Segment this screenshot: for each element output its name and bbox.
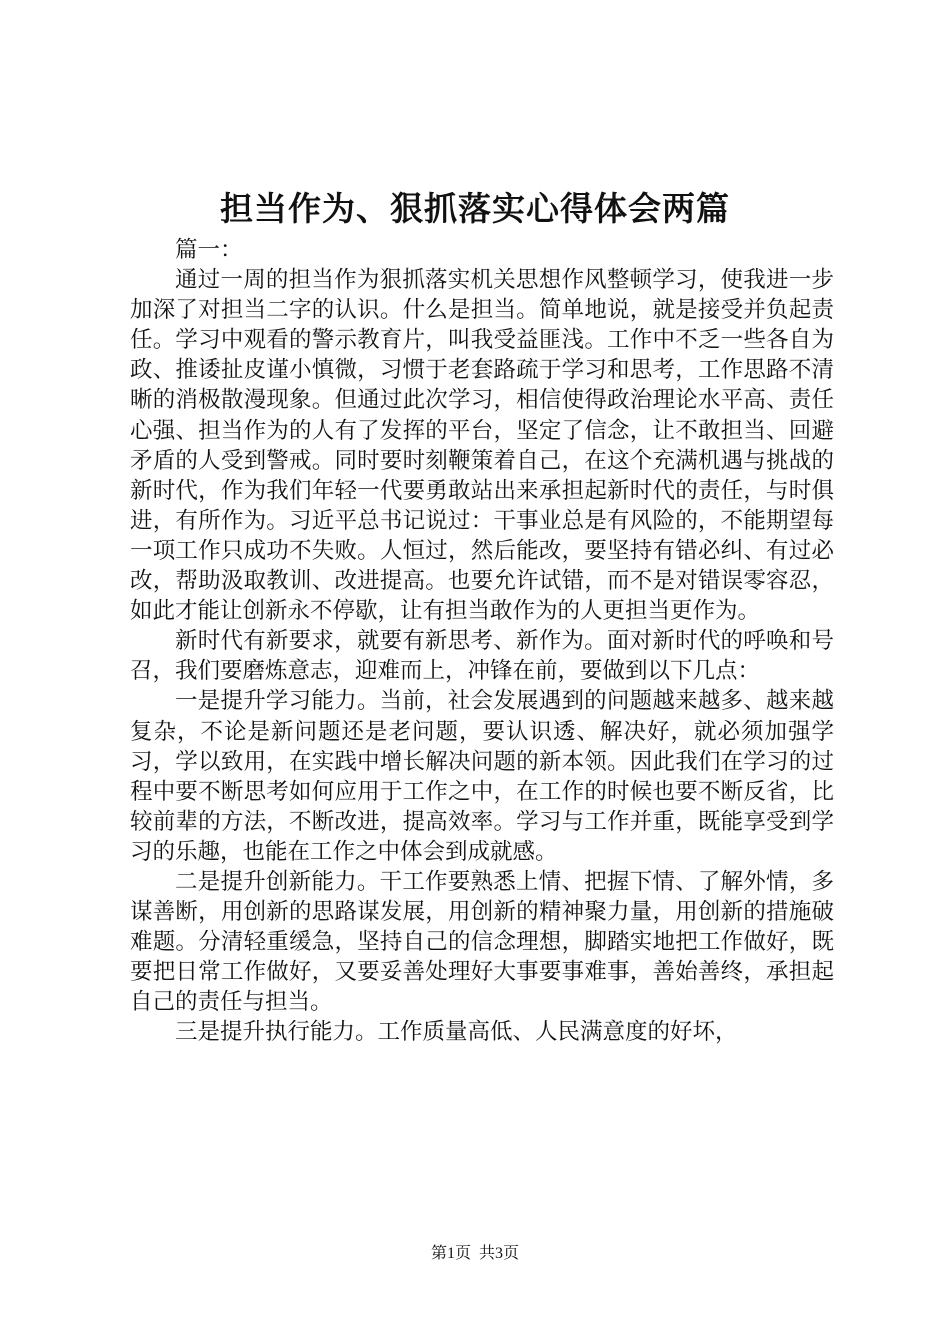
paragraph-point-learning: 一是提升学习能力。当前，社会发展遇到的问题越来越多、越来越复杂，不论是新问题还是老问题，要认识透、解决好，就必须加强学习，学以致用，在实践中增长解决问题的新本领。因此我们在学习的过程中要不断思考如何应用于工作之中，在工作的时候也要不断反省，比较前辈的方法，不断改进，提高效率。学习与工作并重，既能享受到学习的乐趣，也能在工作之中体会到成就感。 <box>130 688 834 865</box>
paragraph-point-execution: 三是提升执行能力。工作质量高低、人民满意度的好坏， <box>175 1019 738 1046</box>
page-footer <box>0 1242 950 1266</box>
paragraph-new-era: 新时代有新要求，就要有新思考、新作为。面对新时代的呼唤和号召，我们要磨炼意志，迎难而上，冲锋在前，要做到以下几点： <box>130 628 834 685</box>
document-body <box>130 235 834 1048</box>
section-label: 篇一： <box>175 237 243 263</box>
paragraph-point-innovation: 二是提升创新能力。干工作要熟悉上情、把握下情、了解外情，多谋善断，用创新的思路谋发展，用创新的精神聚力量，用创新的措施破难题。分清轻重缓急，坚持自己的信念理想，脚踏实地把工作做好，既要把日常工作做好，又要妥善处理好大事要事难事，善始善终，承担起自己的责任与担当。 <box>130 868 834 1016</box>
page-number-current: 第1页 <box>430 1245 471 1262</box>
document-title: 担当作为、狠抓落实心得体会两篇 <box>220 189 730 228</box>
page-number-total: 共3页 <box>479 1245 520 1262</box>
paragraph-intro: 通过一周的担当作为狠抓落实机关思想作风整顿学习，使我进一步加深了对担当二字的认识。什么是担当。简单地说，就是接受并负起责任。学习中观看的警示教育片，叫我受益匪浅。工作中不乏一些各自为政、推诿扯皮谨小慎微，习惯于老套路疏于学习和思考，工作思路不清晰的消极散漫现象。但通过此次学习，相信使得政治理论水平高、责任心强、担当作为的人有了发挥的平台，坚定了信念，让不敢担当、回避矛盾的人受到警戒。同时要时刻鞭策着自己，在这个充满机遇与挑战的新时代，作为我们年轻一代要勇敢站出来承担起新时代的责任，与时俱进，有所作为。习近平总书记说过：干事业总是有风险的，不能期望每一项工作只成功不失败。人恒过，然后能改，要坚持有错必纠、有过必改，帮助汲取教训、改进提高。也要允许试错，而不是对错误零容忍，如此才能让创新永不停歇，让有担当敢作为的人更担当更作为。 <box>130 267 834 625</box>
